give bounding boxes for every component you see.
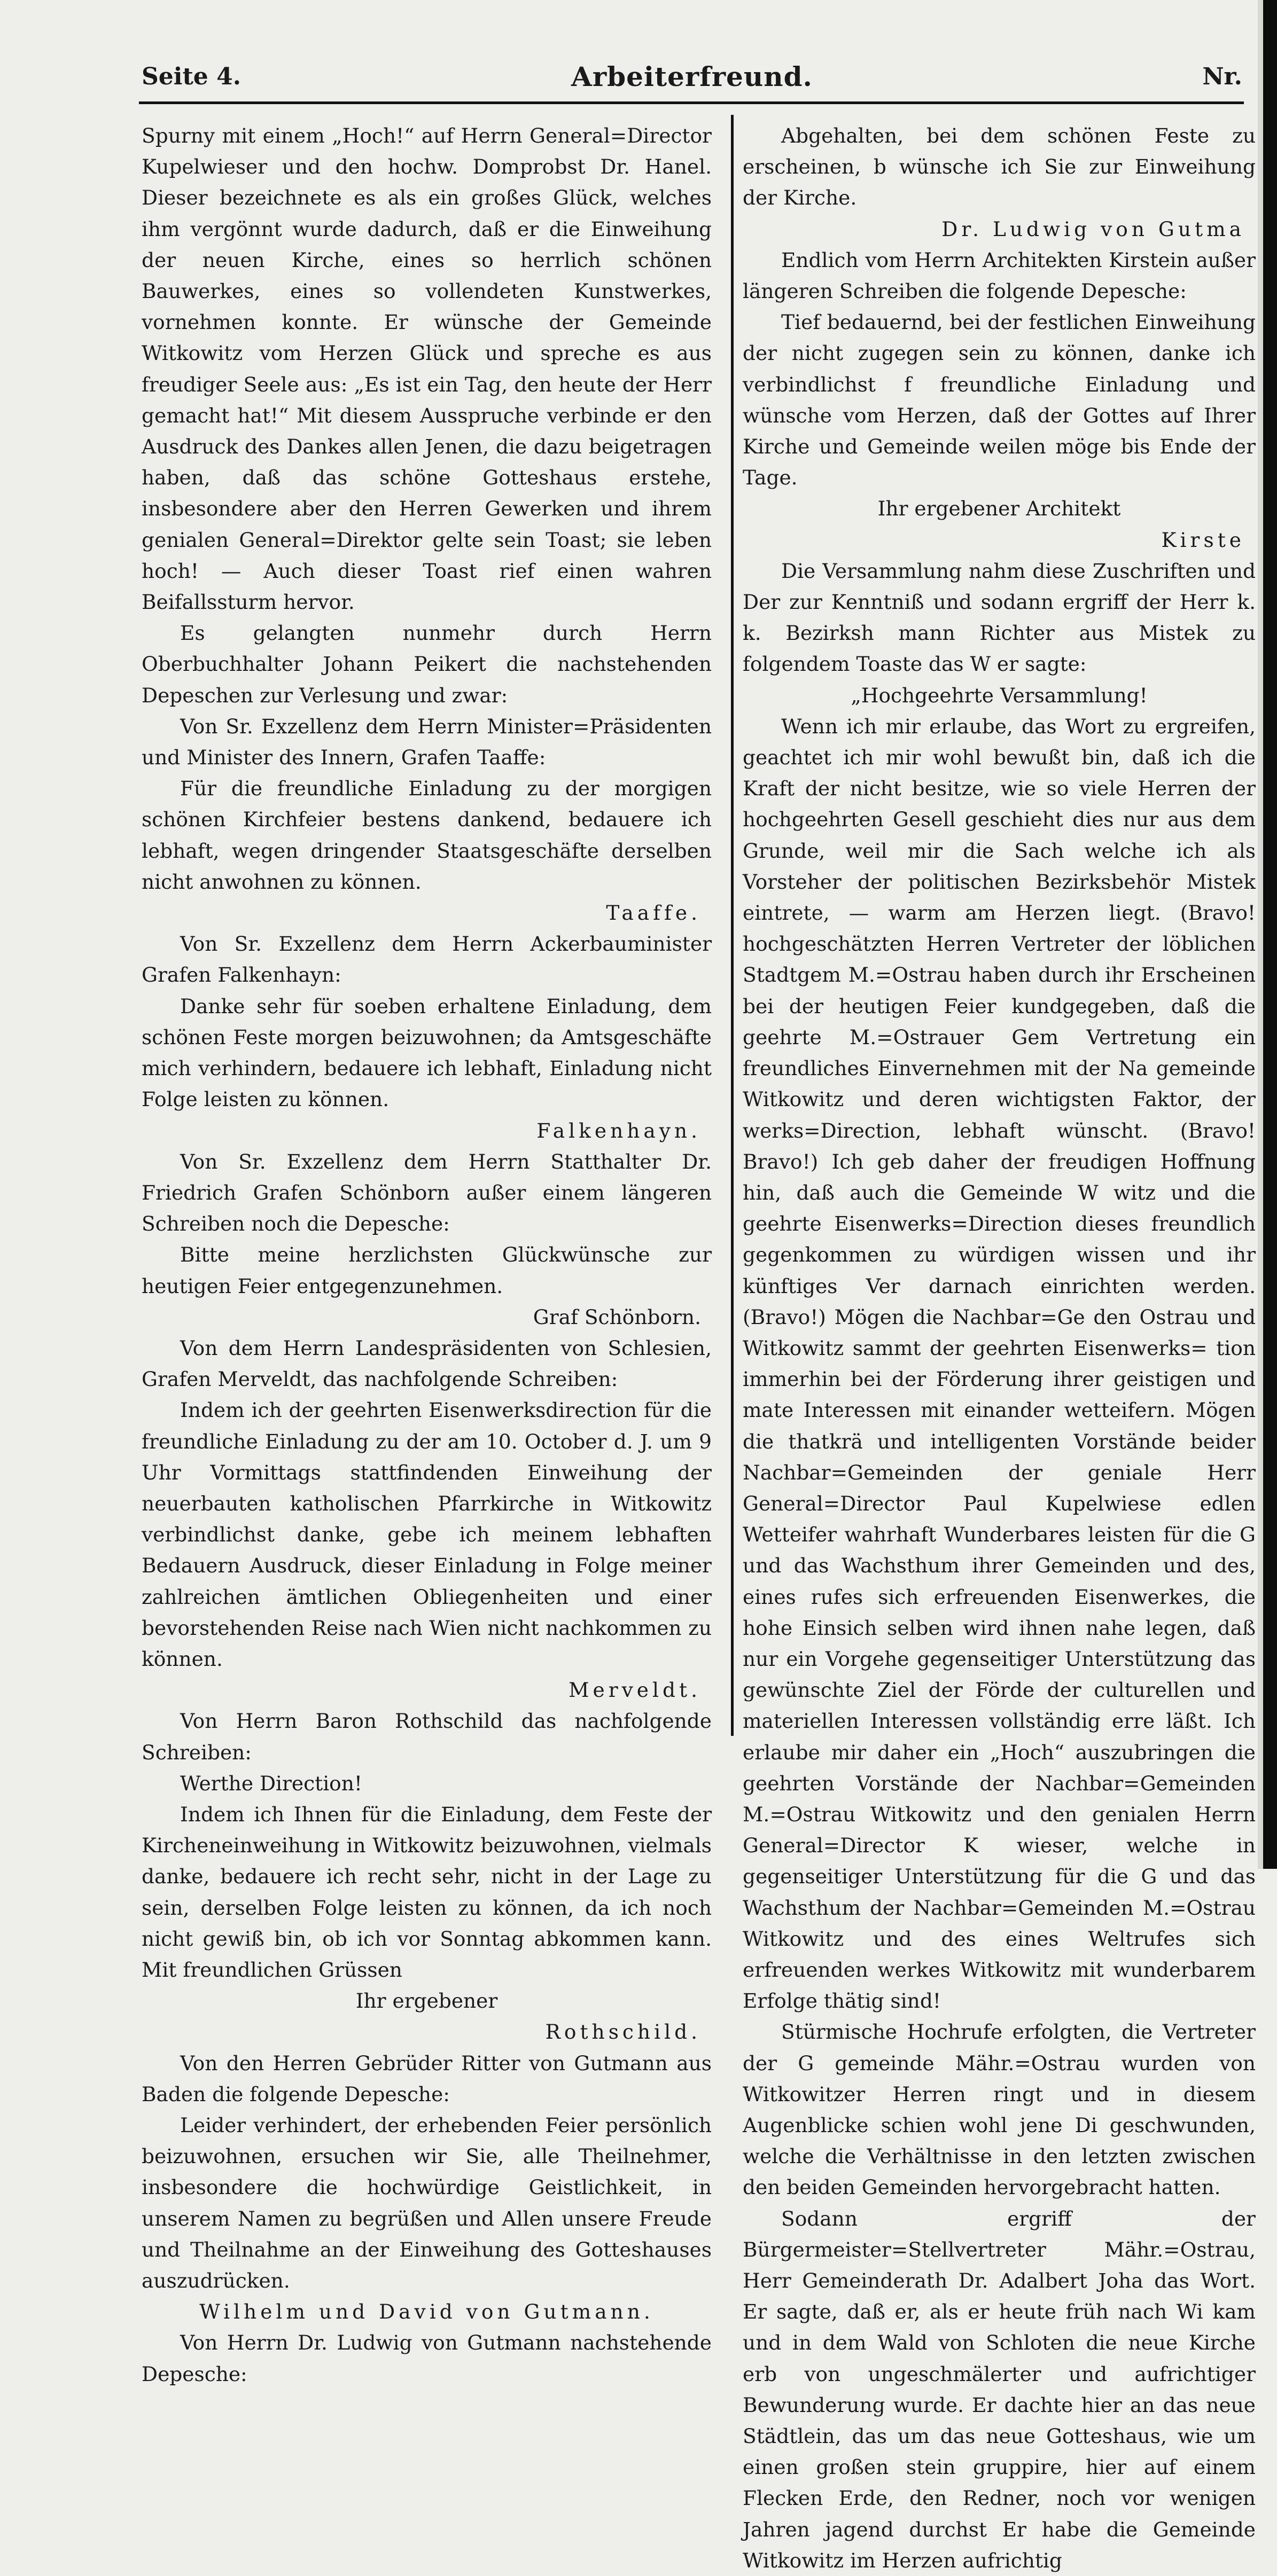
header-rule [139, 101, 1244, 104]
letter-text: Indem ich Ihnen für die Einladung, dem Feste der Kircheneinweihung in Witkowitz beizuwohnen, vielmals danke, bedauere ich recht sehr, nicht in der Lage zu sein, derselben Folge leisten zu können, da ich noch nicht gewiß bin, ob ich vor Sonntag abkommen kann. Mit freundlichen Grüssen [142, 1802, 712, 1982]
paragraph: Von Herrn Baron Rothschild das nachfolgende Schreiben: [142, 1709, 712, 1764]
paragraph: Von Herrn Dr. Ludwig von Gutmann nachstehende Depesche: [142, 2331, 712, 2386]
scan-edge [1263, 0, 1277, 1869]
letter-closing: Ihr ergebener Architekt [877, 497, 1121, 521]
signature: Dr. Ludwig von Gutma [941, 217, 1245, 241]
page-number-label: Seite 4. [142, 63, 242, 90]
paragraph: Von Sr. Exzellenz dem Herrn Minister=Präsidenten und Minister des Innern, Grafen Taaffe: [142, 714, 712, 770]
paragraph: Stürmische Hochrufe erfolgten, die Vertreter der G gemeinde Mähr.=Ostrau wurden von Witkowitzer Herren ringt und in diesem Augenblicke schien wohl jene Di geschwunden, welche die Verhältnisse in den letzten zwischen den beiden Gemeinden hervorgebracht hatten. [743, 2020, 1256, 2199]
speech-heading: „Hochgeehrte Versammlung! [851, 683, 1148, 707]
newspaper-title: Arbeiterfreund. [571, 61, 813, 92]
telegram-text: Bitte meine herzlichsten Glückwünsche zur heutigen Feier entgegenzunehmen. [142, 1243, 712, 1298]
signature: Merveldt. [569, 1678, 701, 1702]
letter-salutation: Werthe Direction! [180, 1771, 362, 1795]
telegram-text: Leider verhindert, der erhebenden Feier persönlich beizuwohnen, ersuchen wir Sie, alle Theilnehmer, insbesondere die hochwürdige Geistlichkeit, in unserem Namen zu begrüßen und Allen unsere Freude und Theilnahme an der Einweihung des Gotteshauses auszudrücken. [142, 2113, 712, 2293]
left-column [142, 120, 712, 2386]
telegram-text: Für die freundliche Einladung zu der morgigen schönen Kirchfeier bestens dankend, bedauere ich lebhaft, wegen dringender Staatsgeschäfte derselben nicht anwohnen zu können. [142, 777, 712, 894]
page-header [142, 63, 1242, 100]
signature: Graf Schönborn. [533, 1305, 701, 1329]
paragraph: Die Versammlung nahm diese Zuschriften und Der zur Kenntniß und sodann ergriff der Herr k. k. Bezirksh mann Richter aus Mistek zu folgendem Toaste das W er sagte: [743, 559, 1256, 676]
speech-text: Wenn ich mir erlaube, das Wort zu ergreifen, geachtet ich mir wohl bewußt bin, daß ich die Kraft der nicht besitze, wie so viele Herren der hochgeehrten Gesell geschieht dies nur aus dem Grunde, weil mir die Sach welche ich als Vorsteher der politischen Bezirksbehör Mistek eintrete, — warm am Herzen liegt. (Bravo! hochgeschätzten Herren Vertreter der löblichen Stadtgem M.=Ostrau haben durch ihr Erscheinen bei der heutigen Feier kundgegeben, daß die geehrte M.=Ostrauer Gem Vertretung ein freundliches Einvernehmen mit der Na gemeinde Witkowitz und deren wichtigsten Faktor, der werks=Direction, lebhaft wünscht. (Bravo! Bravo!) Ich geb daher der freudigen Hoffnung hin, daß auch die Gemeinde W witz und die geehrte Eisenwerks=Direction dieses freundlich gegenkommen zu würdigen wissen und ihr künftiges Ver darnach einrichten werden. (Bravo!) Mögen die Nachbar=Ge den Ostrau und Witkowitz sammt der geehrten Eisenwerks= tion immerhin bei der Förderung ihrer geistigen und mate Interessen mit einander wetteifern. Mögen die thatkrä und intelligenten Vorstände beider Nachbar=Gemeinden der geniale Herr General=Director Paul Kupelwiese edlen Wetteifer wahrhaft Wunderbares leisten für die G und das Wachsthum ihrer Gemeinden und des, eines rufes sich erfreuenden Eisenwerkes, die hohe Einsich selben wird ihnen nahe legen, daß nur ein Vorgehe gegenseitiger Unterstützung das gewünschte Ziel der Förde der culturellen und materiellen Interessen vollständig erre läßt. Ich erlaube mir daher ein „Hoch“ auszubringen die geehrten Vorstände der Nachbar=Gemeinden M.=Ostrau Witkowitz und den genialen Herrn General=Director K wieser, welche in gegenseitiger Unterstützung für die G und das Wachsthum der Nachbar=Gemeinden M.=Ostrau Witkowitz und des eines Weltrufes sich erfreuenden werkes Witkowitz mit wunderbarem Erfolge thätig sind! [743, 714, 1256, 2013]
paragraph: Von dem Herrn Landespräsidenten von Schlesien, Grafen Merveldt, das nachfolgende Schreiben: [142, 1336, 712, 1391]
paragraph: Von den Herren Gebrüder Ritter von Gutmann aus Baden die folgende Depesche: [142, 2051, 712, 2106]
right-column [743, 120, 1256, 2572]
scan-edge-shadow [1258, 0, 1263, 1869]
telegram-text: Abgehalten, bei dem schönen Feste zu erscheinen, b wünsche ich Sie zur Einweihung der Kirche. [743, 124, 1256, 210]
paragraph: Endlich vom Herrn Architekten Kirstein außer längeren Schreiben die folgende Depesche: [743, 248, 1256, 303]
paragraph: Es gelangten nunmehr durch Herrn Oberbuchhalter Johann Peikert die nachstehenden Depeschen zur Verlesung und zwar: [142, 621, 712, 707]
column-divider [731, 115, 734, 1736]
telegram-text: Danke sehr für soeben erhaltene Einladung, dem schönen Feste morgen beizuwohnen; da Amtsgeschäfte mich verhindern, bedauere ich lebhaft, Einladung nicht Folge leisten zu können. [142, 994, 712, 1111]
telegram-text: Tief bedauernd, bei der festlichen Einweihung der nicht zugegen sein zu können, danke ich verbindlichst f freundliche Einladung und wünsche vom Herzen, daß der Gottes auf Ihrer Kirche und Gemeinde weilen möge bis Ende der Tage. [743, 310, 1256, 490]
letter-text: Indem ich der geehrten Eisenwerksdirection für die freundliche Einladung zu der am 10. October d. J. um 9 Uhr Vormittags stattfindenden Einweihung der neuerbauten katholischen Pfarrkirche in Witkowitz verbindlichst danke, gebe ich meinem lebhaften Bedauern Ausdruck, dieser Einladung in Folge meiner zahlreichen ämtlichen Obliegenheiten und einer bevorstehenden Reise nach Wien nicht nachkommen zu können. [142, 1398, 712, 1671]
paragraph: Sodann ergriff der Bürgermeister=Stellvertreter Mähr.=Ostrau, Herr Gemeinderath Dr. Adalbert Joha das Wort. Er sagte, daß er, als er heute früh nach Wi kam und in dem Wald von Schloten die neue Kirche erb von ungeschmälerter und aufrichtiger Bewunderung wurde. Er dachte hier an das neue Städtlein, das um das neue Gotteshaus, wie um einen großen stein gruppire, hier auf einem Flecken Erde, den Redner, noch vor wenigen Jahren jagend durchst Er habe die Gemeinde Witkowitz im Herzen aufrichtig [743, 2206, 1256, 2572]
signature: Rothschild. [545, 2020, 701, 2044]
signature: Falkenhayn. [536, 1118, 701, 1142]
paragraph: Spurny mit einem „Hoch!“ auf Herrn General=Director Kupelwieser und den hochw. Domprobst Dr. Hanel. Dieser bezeichnete es als ein großes Glück, welches ihm vergönnt wurde dadurch, daß er die Einweihung der neuen Kirche, eines so herrlich schönen Bauwerkes, eines so vollendeten Kunstwerkes, vornehmen konnte. Er wünsche der Gemeinde Witkowitz vom Herzen Glück und spreche es aus freudiger Seele aus: „Es ist ein Tag, den heute der Herr gemacht hat!“ Mit diesem Ausspruche verbinde er den Ausdruck des Dankes allen Jenen, die dazu beigetragen haben, daß das schöne Gotteshaus erstehe, insbesondere aber den Herren Gewerken und ihrem genialen General=Direktor gelte sein Toast; sie leben hoch! — Auch dieser Toast rief einen wahren Beifallssturm hervor. [142, 124, 712, 614]
paragraph: Von Sr. Exzellenz dem Herrn Statthalter Dr. Friedrich Grafen Schönborn außer einem längeren Schreiben noch die Depesche: [142, 1149, 712, 1236]
signature: Kirste [1161, 528, 1245, 552]
letter-closing: Ihr ergebener [355, 1989, 498, 2013]
signature: Taaffe. [606, 901, 701, 925]
signature: Wilhelm und David von Gutmann. [199, 2300, 654, 2324]
issue-number-label: Nr. [1202, 63, 1242, 90]
paragraph: Von Sr. Exzellenz dem Herrn Ackerbauminister Grafen Falkenhayn: [142, 932, 712, 987]
